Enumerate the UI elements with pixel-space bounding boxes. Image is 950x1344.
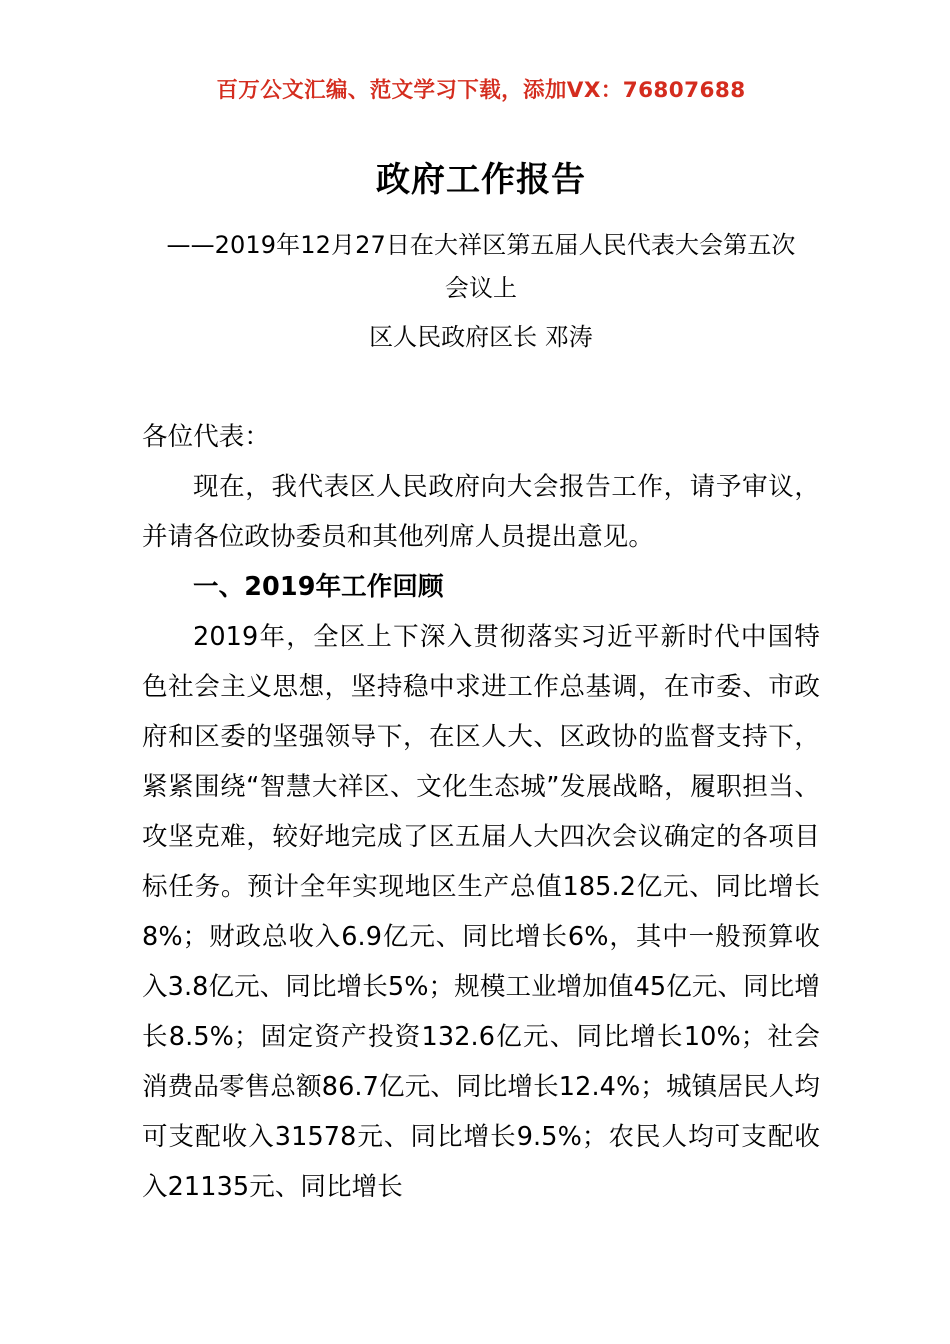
document-subtitle-line-1: ——2019年12月27日在大祥区第五届人民代表大会第五次 [166,231,796,260]
document-subtitle [142,224,820,309]
intro-paragraph: 现在，我代表区人民政府向大会报告工作，请予审议，并请各位政协委员和其他列席人员提出意见。 [142,471,820,552]
document-subtitle-line-2: 会议上 [444,273,518,302]
review-paragraph: 2019年，全区上下深入贯彻落实习近平新时代中国特色社会主义思想，坚持稳中求进工作总基调，在市委、市政府和区委的坚强领导下，在区人大、区政协的监督支持下，紧紧围绕“智慧大祥区、文化生态城”发展战略，履职担当、攻坚克难，较好地完成了区五届人大四次会议确定的各项目标任务。预计全年实现地区生产总值185.2亿元、同比增长8%；财政总收入6.9亿元、同比增长6%，其中一般预算收入3.8亿元、同比增长5%；规模工业增加值45亿元、同比增长8.5%；固定资产投资132.6亿元、同比增长10%；社会消费品零售总额86.7亿元、同比增长12.4%；城镇居民人均可支配收入31578元、同比增长9.5%；农民人均可支配收入21135元、同比增长 [142,621,820,1202]
document-title: 政府工作报告 [376,159,586,200]
document-body [142,412,820,1212]
document-byline: 区人民政府区长 邓涛 [369,322,593,351]
page-content [142,0,820,1212]
section-heading-1: 一、2019年工作回顾 [193,571,444,602]
promo-banner-text: 百万公文汇编、范文学习下载，添加VX：76807688 [216,78,746,103]
salutation-paragraph: 各位代表： [142,421,271,452]
